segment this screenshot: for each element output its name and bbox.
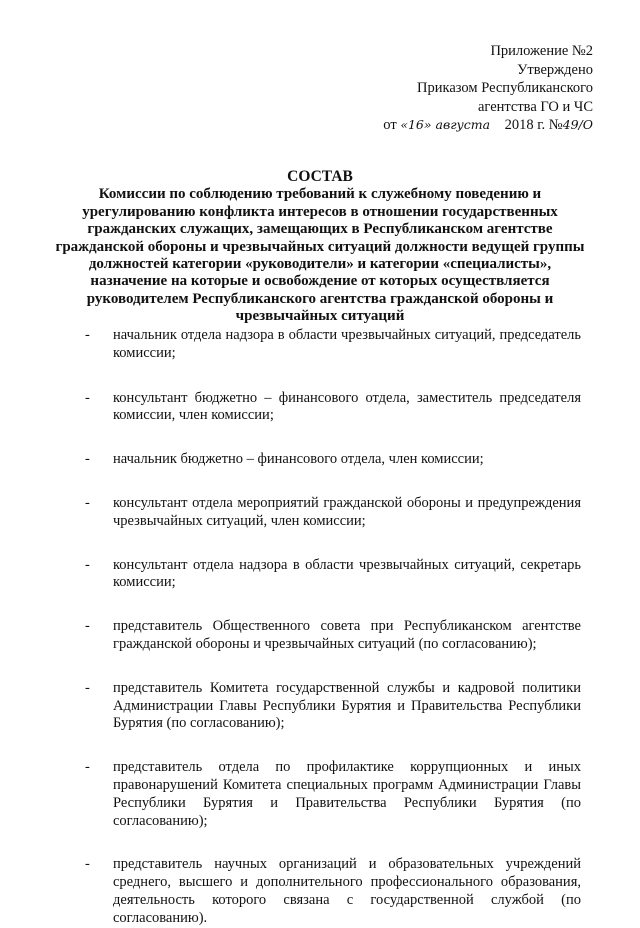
dash-bullet: - (85, 327, 90, 343)
list-item (85, 618, 581, 654)
list-item (85, 759, 581, 830)
member-text: представитель отдела по профилактике коррупционных и иных правонарушений Комитета специальных программ Администрации Главы Республики Бурятия и Правительства Республики Бурятия (по согласованию); (113, 759, 581, 829)
list-item (85, 680, 581, 733)
member-text: консультант отдела мероприятий гражданской обороны и предупреждения чрезвычайных ситуаций, член комиссии; (113, 494, 581, 529)
members-list (85, 327, 581, 928)
member-text: консультант бюджетно – финансового отдела, заместитель председателя комиссии, член комиссии; (113, 389, 581, 424)
member-text: представитель Общественного совета при Республиканском агентстве гражданской обороны и чрезвычайных ситуаций (по согласованию); (113, 618, 581, 652)
title-heading: СОСТАВ (287, 168, 353, 185)
order-year: 2018 г. (504, 117, 546, 133)
title-line: руководителем Республиканского агентства гражданской обороны и (86, 290, 554, 307)
title-line: назначение на которые и освобождение от которых осуществляется (90, 273, 550, 290)
list-item (85, 327, 581, 363)
dash-bullet: - (85, 618, 90, 635)
order-date-line (383, 116, 593, 135)
date-prefix: от (383, 117, 397, 133)
dash-bullet: - (85, 759, 90, 776)
list-item (85, 451, 581, 469)
dash-bullet: - (85, 494, 90, 511)
list-item (85, 856, 581, 927)
dash-bullet: - (85, 556, 90, 573)
dash-bullet: - (85, 389, 90, 406)
dash-bullet: - (85, 679, 90, 696)
dash-bullet: - (85, 856, 90, 873)
member-text: представитель научных организаций и образовательных учреждений среднего, высшего и дополнительного профессионального образования, деятельность которого связана с государственной службой (по согласованию). (113, 856, 581, 926)
title-line: гражданских служащих, замещающих в Республиканском агентстве (87, 221, 553, 238)
member-text: начальник бюджетно – финансового отдела, член комиссии; (113, 451, 484, 468)
title-line: Комиссии по соблюдению требований к служебному поведению и (98, 186, 542, 203)
list-item (85, 390, 581, 426)
list-item (85, 557, 581, 593)
approval-block (383, 42, 593, 135)
handwritten-date: «16» августа (400, 117, 491, 132)
document-title (0, 168, 640, 326)
order-label: Приказом Республиканского (417, 80, 593, 96)
member-text: представитель Комитета государственной службы и кадровой политики Администрации Главы Республики Бурятия и Правительства Республики Бурятия (по согласованию); (113, 679, 581, 732)
title-line: гражданской обороны и чрезвычайных ситуаций должности ведущей группы (55, 238, 585, 255)
agency-label: агентства ГО и ЧС (478, 98, 593, 115)
list-item (85, 495, 581, 531)
member-text: начальник отдела надзора в области чрезвычайных ситуаций, председатель комиссии; (113, 327, 581, 361)
member-text: консультант отдела надзора в области чрезвычайных ситуаций, секретарь комиссии; (113, 556, 581, 591)
number-prefix: № (548, 117, 563, 133)
appendix-number: Приложение №2 (490, 43, 593, 59)
title-line: урегулированию конфликта интересов в отношении государственных (82, 203, 558, 220)
handwritten-number: 49/О (562, 117, 593, 132)
approved-label: Утверждено (517, 61, 593, 78)
title-line: чрезвычайных ситуаций (235, 308, 405, 325)
dash-bullet: - (85, 451, 90, 468)
title-line: должностей категории «руководители» и категории «специалисты», (88, 256, 552, 273)
